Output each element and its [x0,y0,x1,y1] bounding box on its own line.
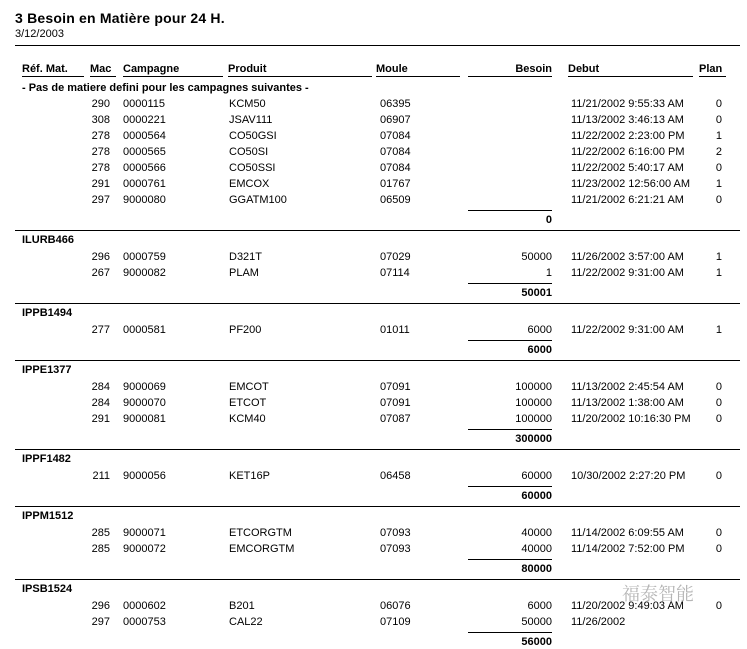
table-row [0,176,747,192]
mac-cell: 285 [91,527,110,539]
produit-cell: GGATM100 [229,194,287,206]
report-date: 3/12/2003 [15,28,64,40]
produit-cell: EMCORGTM [229,543,295,555]
debut-cell: 11/14/2002 7:52:00 PM [571,543,685,555]
besoin-cell: 6000 [527,324,552,336]
group-divider [15,360,740,361]
campagne-cell: 0000115 [123,98,166,110]
moule-cell: 07087 [380,413,411,425]
table-row [0,160,747,176]
besoin-cell: 50000 [521,251,552,263]
debut-cell: 11/13/2002 2:45:54 AM [571,381,684,393]
group-subtotal: 300000 [515,433,552,445]
debut-cell: 11/22/2002 9:31:00 AM [571,267,684,279]
debut-cell: 11/22/2002 9:31:00 AM [571,324,684,336]
campagne-cell: 0000221 [123,114,166,126]
debut-cell: 11/13/2002 3:46:13 AM [571,114,684,126]
table-row [0,525,747,541]
mac-cell: 308 [91,114,110,126]
moule-cell: 07084 [380,162,411,174]
campagne-cell: 9000056 [123,470,166,482]
moule-cell: 01011 [380,324,410,336]
table-row [0,614,747,630]
debut-cell: 11/14/2002 6:09:55 AM [571,527,684,539]
produit-cell: KCM40 [229,413,266,425]
moule-cell: 07084 [380,146,411,158]
plan-cell: 0 [715,600,722,612]
besoin-cell: 100000 [515,397,552,409]
moule-cell: 01767 [380,178,411,190]
mac-cell: 284 [91,381,110,393]
table-row [0,128,747,144]
mac-cell: 297 [91,616,110,628]
table-row [0,144,747,160]
moule-cell: 07084 [380,130,411,142]
debut-cell: 11/26/2002 [571,616,626,628]
moule-cell: 06458 [380,470,411,482]
besoin-cell: 60000 [521,470,552,482]
produit-cell: ETCORGTM [229,527,292,539]
column-header-produit: Produit [228,63,372,77]
group-material-ref: IPPB1494 [22,307,73,319]
subtotal-divider [468,559,552,560]
produit-cell: PLAM [229,267,259,279]
produit-cell: B201 [229,600,255,612]
mac-cell: 296 [91,251,110,263]
campagne-cell: 0000581 [123,324,166,336]
produit-cell: KET16P [229,470,270,482]
mac-cell: 285 [91,543,110,555]
subtotal-divider [468,632,552,633]
produit-cell: CO50SI [229,146,269,158]
moule-cell: 07114 [380,267,410,279]
campagne-cell: 0000565 [123,146,166,158]
campagne-cell: 9000069 [123,381,166,393]
debut-cell: 11/13/2002 1:38:00 AM [571,397,684,409]
table-row [0,249,747,265]
produit-cell: JSAV111 [229,114,273,126]
besoin-cell: 40000 [521,543,552,555]
plan-cell: 0 [715,194,722,206]
top-divider [15,45,740,46]
campagne-cell: 0000761 [123,178,166,190]
besoin-cell: 1 [545,267,552,279]
mac-cell: 211 [92,470,110,482]
mac-cell: 290 [91,98,110,110]
group-subtotal: 60000 [521,490,552,502]
table-row [0,541,747,557]
plan-cell: 2 [715,146,722,158]
column-header-moule: Moule [376,63,460,77]
plan-cell: 0 [715,397,722,409]
mac-cell: 291 [91,413,110,425]
group-material-ref: IPSB1524 [22,583,73,595]
produit-cell: KCM50 [229,98,266,110]
column-header-debut: Debut [568,63,693,77]
report-title: 3 Besoin en Matière pour 24 H. [15,10,225,26]
campagne-cell: 9000082 [123,267,166,279]
table-row [0,112,747,128]
table-row [0,598,747,614]
campagne-cell: 0000566 [123,162,166,174]
mac-cell: 278 [91,162,110,174]
produit-cell: PF200 [229,324,262,336]
moule-cell: 06907 [380,114,411,126]
group-material-ref: IPPM1512 [22,510,74,522]
plan-cell: 1 [715,324,722,336]
column-header-plan: Plan [699,63,726,77]
column-header-ref-mat: Réf. Mat. [22,63,84,77]
table-row [0,96,747,112]
produit-cell: EMCOX [229,178,270,190]
mac-cell: 284 [91,397,110,409]
subtotal-divider [468,210,552,211]
debut-cell: 11/21/2002 6:21:21 AM [571,194,684,206]
table-row [0,411,747,427]
plan-cell: 0 [715,527,722,539]
produit-cell: CO50SSI [229,162,276,174]
campagne-cell: 0000602 [123,600,166,612]
plan-cell: 0 [715,381,722,393]
produit-cell: EMCOT [229,381,269,393]
debut-cell: 11/23/2002 12:56:00 AM [571,178,691,190]
campagne-cell: 9000080 [123,194,166,206]
group-subtotal: 56000 [521,636,552,648]
mac-cell: 297 [91,194,110,206]
moule-cell: 06509 [380,194,411,206]
moule-cell: 07091 [380,397,411,409]
group-divider [15,449,740,450]
besoin-cell: 100000 [515,381,552,393]
table-row [0,379,747,395]
watermark: 福泰智能 [622,584,694,605]
produit-cell: CO50GSI [229,130,277,142]
mac-cell: 277 [91,324,110,336]
column-header-campagne: Campagne [123,63,223,77]
besoin-cell: 40000 [521,527,552,539]
besoin-cell: 100000 [515,413,552,425]
campagne-cell: 9000081 [123,413,166,425]
subtotal-divider [468,340,552,341]
group-material-ref: IPPE1377 [22,364,72,376]
moule-cell: 07093 [380,527,411,539]
besoin-cell: 6000 [527,600,552,612]
moule-cell: 07029 [380,251,411,263]
moule-cell: 06076 [380,600,411,612]
produit-cell: ETCOT [229,397,267,409]
mac-cell: 267 [91,267,110,279]
group-material-ref: ILURB466 [22,234,74,246]
plan-cell: 0 [715,98,722,110]
group-divider [15,506,740,507]
group-divider [15,579,740,580]
produit-cell: D321T [229,251,263,263]
group-subtotal: 80000 [521,563,552,575]
plan-cell: 0 [715,470,722,482]
campagne-cell: 0000753 [123,616,166,628]
debut-cell: 11/20/2002 9:49:03 AM [571,600,684,612]
debut-cell: 11/22/2002 2:23:00 PM [571,130,685,142]
plan-cell: 1 [715,178,722,190]
plan-cell: 0 [715,114,722,126]
group-subtotal: 0 [545,214,552,226]
group-subtotal: 6000 [527,344,552,356]
subtotal-divider [468,283,552,284]
plan-cell: 1 [715,251,722,263]
group-divider [15,230,740,231]
subtotal-divider [468,429,552,430]
debut-cell: 11/22/2002 5:40:17 AM [571,162,684,174]
plan-cell: 0 [715,162,722,174]
mac-cell: 278 [91,130,110,142]
mac-cell: 278 [91,146,110,158]
no-material-note: - Pas de matiere defini pour les campagnes suivantes - [22,82,309,94]
moule-cell: 07093 [380,543,411,555]
debut-cell: 10/30/2002 2:27:20 PM [571,470,686,482]
column-header-mac: Mac [90,63,116,77]
debut-cell: 11/26/2002 3:57:00 AM [571,251,684,263]
plan-cell: 0 [715,543,722,555]
campagne-cell: 0000564 [123,130,166,142]
plan-cell: 1 [715,130,722,142]
moule-cell: 07091 [380,381,411,393]
table-row [0,468,747,484]
debut-cell: 11/21/2002 9:55:33 AM [571,98,684,110]
plan-cell: 1 [715,267,722,279]
group-subtotal: 50001 [521,287,552,299]
debut-cell: 11/20/2002 10:16:30 PM [571,413,691,425]
mac-cell: 291 [91,178,110,190]
column-header-besoin: Besoin [468,63,552,77]
plan-cell: 0 [715,413,722,425]
campagne-cell: 9000070 [123,397,166,409]
campagne-cell: 0000759 [123,251,166,263]
group-material-ref: IPPF1482 [22,453,71,465]
campagne-cell: 9000071 [123,527,166,539]
produit-cell: CAL22 [229,616,263,628]
campagne-cell: 9000072 [123,543,166,555]
debut-cell: 11/22/2002 6:16:00 PM [571,146,685,158]
table-row [0,192,747,208]
mac-cell: 296 [91,600,110,612]
group-divider [15,303,740,304]
moule-cell: 06395 [380,98,411,110]
moule-cell: 07109 [380,616,411,628]
besoin-cell: 50000 [521,616,552,628]
table-row [0,395,747,411]
table-row [0,265,747,281]
table-row [0,322,747,338]
subtotal-divider [468,486,552,487]
